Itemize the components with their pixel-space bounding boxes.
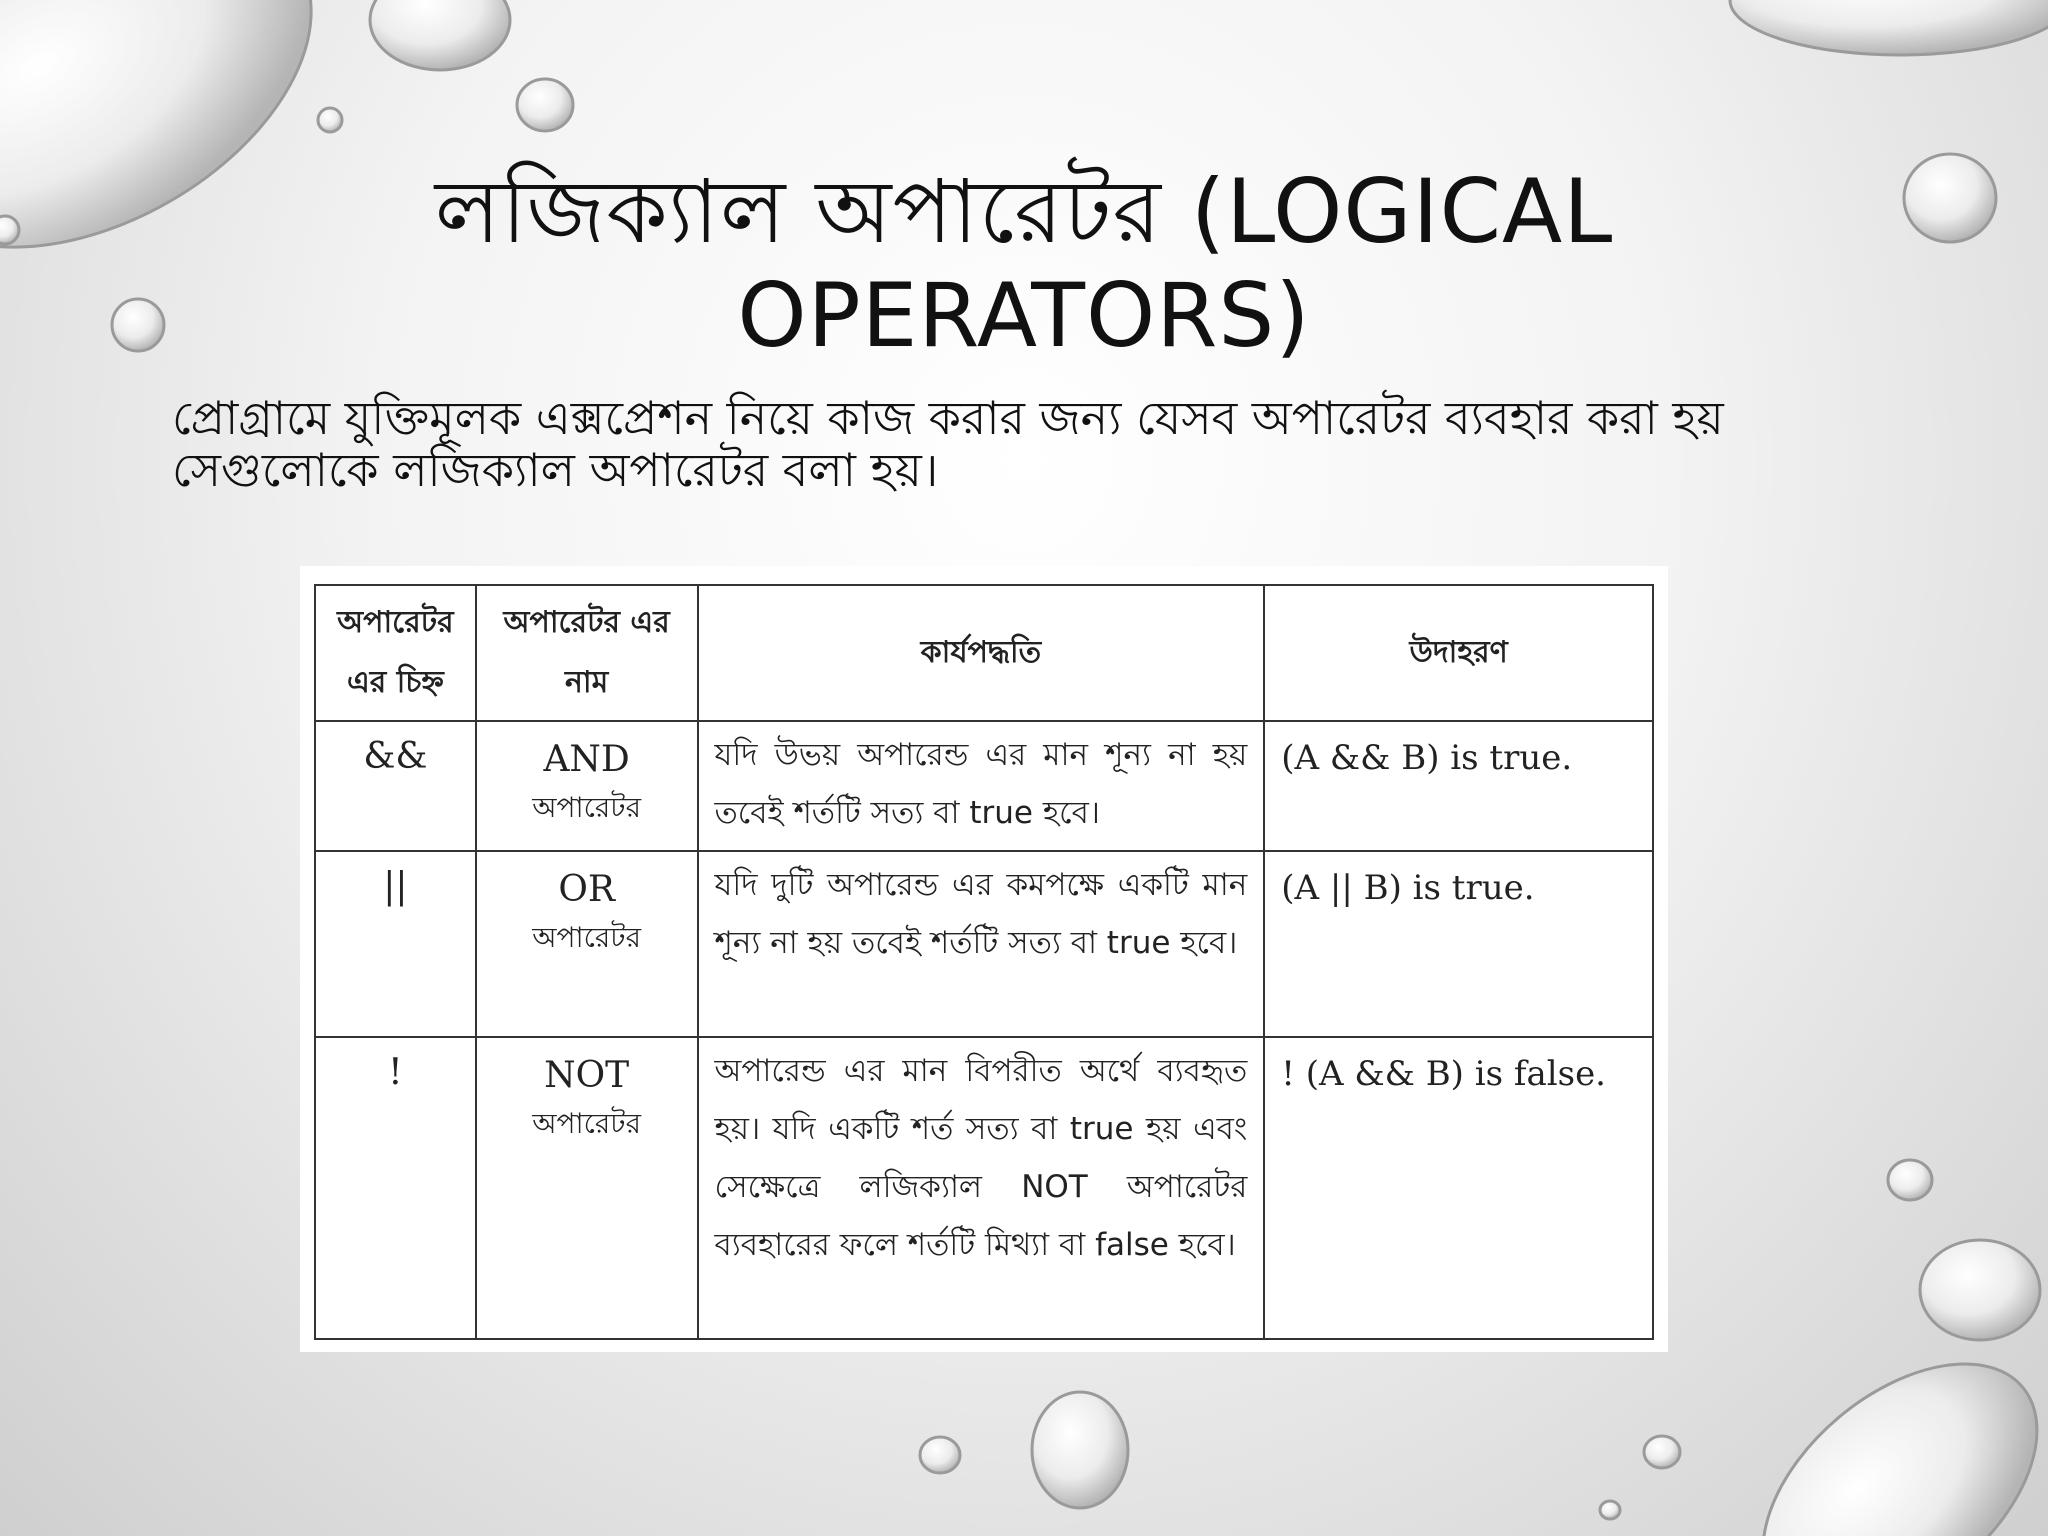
logical-operators-table [314, 584, 1654, 1340]
header-symbol: অপারেটর এর চিহ্ন [315, 585, 476, 721]
operator-description: যদি উভয় অপারেন্ড এর মান শূন্য না হয় তবেই শর্তটি সত্য বা true হবে। [698, 721, 1265, 851]
operator-symbol: && [315, 721, 476, 851]
operator-description: যদি দুটি অপারেন্ড এর কমপক্ষে একটি মান শূন্য না হয় তবেই শর্তটি সত্য বা true হবে। [698, 851, 1265, 1037]
header-procedure: কার্যপদ্ধতি [698, 585, 1265, 721]
operator-example: ! (A && B) is false. [1264, 1037, 1653, 1339]
operator-example: (A || B) is true. [1264, 851, 1653, 1037]
table-row [315, 851, 1653, 1037]
table-header-row [315, 585, 1653, 721]
table-row [315, 1037, 1653, 1339]
operator-name: OR [558, 869, 615, 910]
operator-name-suffix: অপারেটর [532, 791, 641, 824]
slide-title: লজিক্যাল অপারেটর (LOGICAL OPERATORS) [434, 160, 1614, 367]
header-name: অপারেটর এর নাম [476, 585, 698, 721]
operator-name-suffix: অপারেটর [532, 921, 641, 954]
operator-name-cell [476, 1037, 698, 1339]
operator-symbol: ! [315, 1037, 476, 1339]
operator-name: NOT [544, 1055, 630, 1096]
operator-symbol: || [315, 851, 476, 1037]
operator-description: অপারেন্ড এর মান বিপরীত অর্থে ব্যবহৃত হয়। যদি একটি শর্ত সত্য বা true হয় এবং সেক্ষেত্রে লজিক্যাল NOT অপারেটর ব্যবহারের ফলে শর্তটি মিথ্যা বা false হবে। [698, 1037, 1265, 1339]
header-example: উদাহরণ [1264, 585, 1653, 721]
operator-name: AND [543, 739, 630, 780]
operator-name-cell [476, 721, 698, 851]
operator-name-suffix: অপারেটর [532, 1107, 641, 1140]
slide-description: প্রোগ্রামে যুক্তিমূলক এক্সপ্রেশন নিয়ে কাজ করার জন্য যেসব অপারেটর ব্যবহার করা হয় সেগুলোকে লজিক্যাল অপারেটর বলা হয়। [172, 391, 1724, 497]
operator-name-cell [476, 851, 698, 1037]
operators-table-image [300, 566, 1668, 1352]
table-row [315, 721, 1653, 851]
operator-example: (A && B) is true. [1264, 721, 1653, 851]
